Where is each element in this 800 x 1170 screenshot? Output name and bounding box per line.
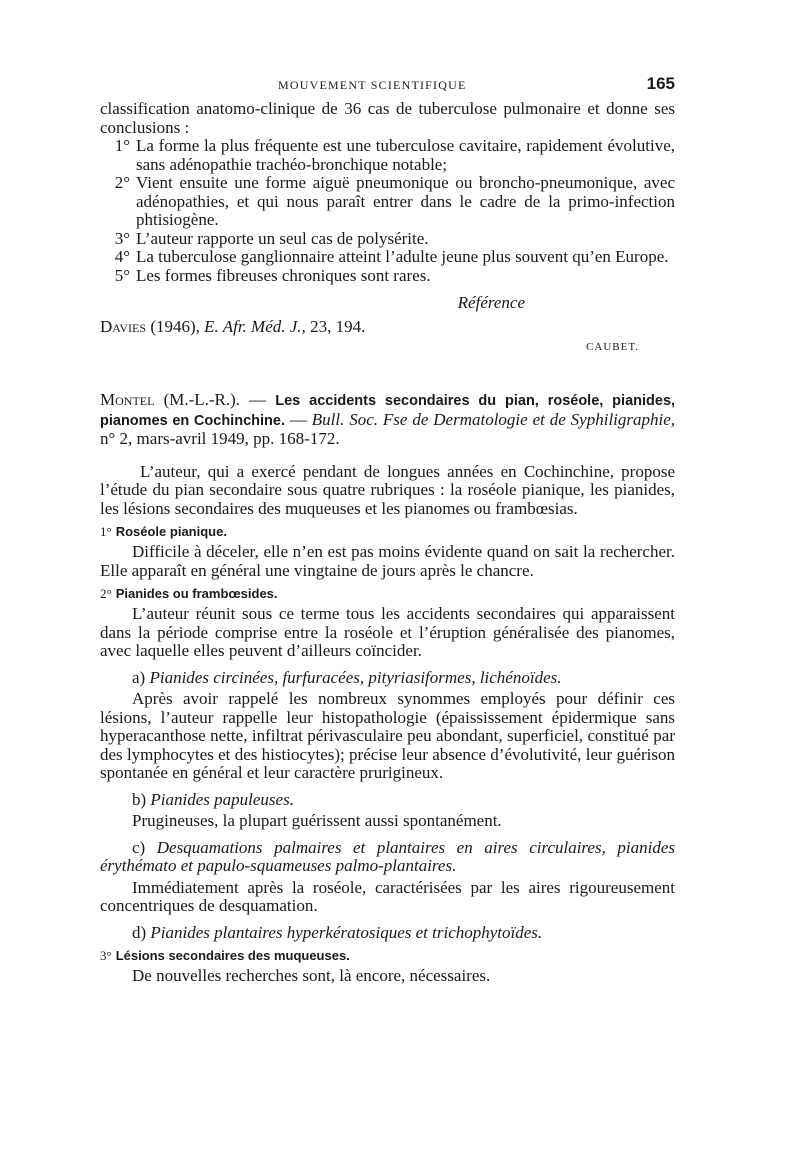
article-citation — [100, 391, 675, 449]
subsection-b-label: b) — [132, 789, 147, 809]
subsection-d-title — [100, 924, 675, 943]
subsection-d-label: d) — [132, 922, 147, 942]
conclusion-number: 5° — [114, 265, 130, 285]
conclusion-text: Les formes fibreuses chroniques sont rares. — [136, 265, 431, 285]
conclusion-number: 3° — [114, 228, 130, 248]
reference-line — [100, 317, 675, 337]
subsection-b-heading: Pianides papuleuses. — [150, 789, 294, 809]
conclusions-list — [100, 137, 675, 285]
page-number: 165 — [646, 74, 675, 93]
subsection-c-title — [100, 839, 675, 876]
conclusion-text: La forme la plus fréquente est une tuberculose cavitaire, rapidement évolutive, sans adénopathie trachéo-bronchique notable; — [136, 136, 675, 174]
subsection-d-heading: Pianides plantaires hyperkératosiques et trichophytoïdes. — [150, 922, 543, 942]
reference-year: (1946), — [150, 317, 200, 336]
conclusion-item — [100, 248, 675, 267]
citation-initials: (M.-L.-R.). — — [163, 390, 267, 409]
conclusion-item — [100, 137, 675, 174]
review-pian — [100, 391, 675, 986]
section1-num: 1° — [100, 524, 112, 539]
conclusion-number: 1° — [114, 136, 130, 155]
section3-text: De nouvelles recherches sont, là encore, nécessaires. — [132, 966, 491, 985]
section3-num: 3° — [100, 948, 112, 963]
review1-intro: classification anatomo-clinique de 36 cas de tuberculose pulmonaire et donne ses conclusions : — [100, 99, 675, 137]
page — [100, 70, 675, 986]
conclusion-item — [100, 174, 675, 230]
subsection-b-title — [100, 791, 675, 810]
section2-heading — [100, 586, 675, 602]
conclusion-text: Vient ensuite une forme aiguë pneumonique ou broncho-pneumonique, avec adénopathies, et qui nous paraît entrer dans le cadre de la primo-infection phtisiogène. — [136, 173, 675, 229]
subsection-a-title — [100, 669, 675, 688]
section2-text: L’auteur réunit sous ce terme tous les accidents secondaires qui apparaissent dans la période comprise entre la roséole et l’éruption généralisée des pianomes, avec laquelle elles peuvent d’ailleurs coïncider. — [100, 604, 675, 660]
citation-issue: n° 2, mars-avril 1949, pp. 168-172. — [100, 429, 340, 448]
running-head: MOUVEMENT SCIENTIFIQUE — [278, 78, 467, 92]
citation-title: Les accidents secondaires du pian, roséole, pianides, pianomes en Cochinchine. — [100, 393, 676, 429]
subsection-a-text: Après avoir rappelé les nombreux synommes employés pour définir ces lésions, l’auteur rappelle leur histopathologie (épaississement épidermique sans hyperacanthose nette, infiltrat périvasculaire peu abondant, superficiel, constitué par des lymphocytes et des histiocytes); précise leur absence d’évolutivité, leur guérison spontanée en général et leur caractère prurigineux. — [100, 689, 675, 782]
page-header — [100, 70, 675, 100]
subsection-a-heading: Pianides circinées, furfuracées, pityriasiformes, lichénoïdes. — [149, 667, 562, 687]
subsection-a-label: a) — [132, 667, 146, 687]
citation-journal: Bull. Soc. Fse de Dermatologie et de Syphiligraphie, — [311, 409, 676, 429]
citation-author: Montel — [100, 390, 155, 409]
conclusion-text: La tuberculose ganglionnaire atteint l’adulte jeune plus souvent qu’en Europe. — [136, 247, 669, 266]
subsection-c-heading: Desquamations palmaires et plantaires en aires circulaires, pianides érythémato et papulo-squameuses palmo-plantaires. — [100, 837, 675, 875]
reference-journal: E. Afr. Méd. J., — [204, 317, 306, 336]
review2-intro: L’auteur, qui a exercé pendant de longues années en Cochinchine, propose l’étude du pian secondaire sous quatre rubriques : la roséole pianique, les pianides, les lésions secondaires des muqueuses et les pianomes ou frambœsias. — [100, 461, 675, 518]
section1-heading — [100, 524, 675, 540]
conclusion-item — [100, 267, 675, 286]
reference-rest: 23, 194. — [310, 317, 366, 336]
subsection-c-label: c) — [132, 837, 146, 857]
subsection-c-text: Immédiatement après la roséole, caractérisées par les aires rigoureusement concentriques de desquamation. — [100, 877, 675, 915]
section2-title: Pianides ou frambœsides. — [115, 586, 278, 601]
section3-heading — [100, 948, 675, 964]
review-tuberculose — [100, 100, 675, 353]
subsection-b-text: Prugineuses, la plupart guérissent aussi spontanément. — [132, 811, 502, 830]
section3-title: Lésions secondaires des muqueuses. — [115, 948, 350, 963]
signature: CAUBET. — [586, 341, 639, 353]
reference-author: Davies — [100, 317, 147, 336]
conclusion-text: L’auteur rapporte un seul cas de polysérite. — [136, 228, 429, 248]
citation-dash: — — [289, 409, 307, 429]
reference-heading: Référence — [457, 293, 525, 312]
conclusion-number: 4° — [114, 247, 130, 266]
section1-text: Difficile à déceler, elle n’en est pas moins évidente quand on sait la rechercher. Elle apparaît en général une vingtaine de jours après le chancre. — [100, 542, 675, 580]
conclusion-number: 2° — [114, 173, 130, 192]
section2-num: 2° — [100, 586, 112, 601]
section1-title: Roséole pianique. — [115, 524, 227, 539]
conclusion-item — [100, 230, 675, 249]
